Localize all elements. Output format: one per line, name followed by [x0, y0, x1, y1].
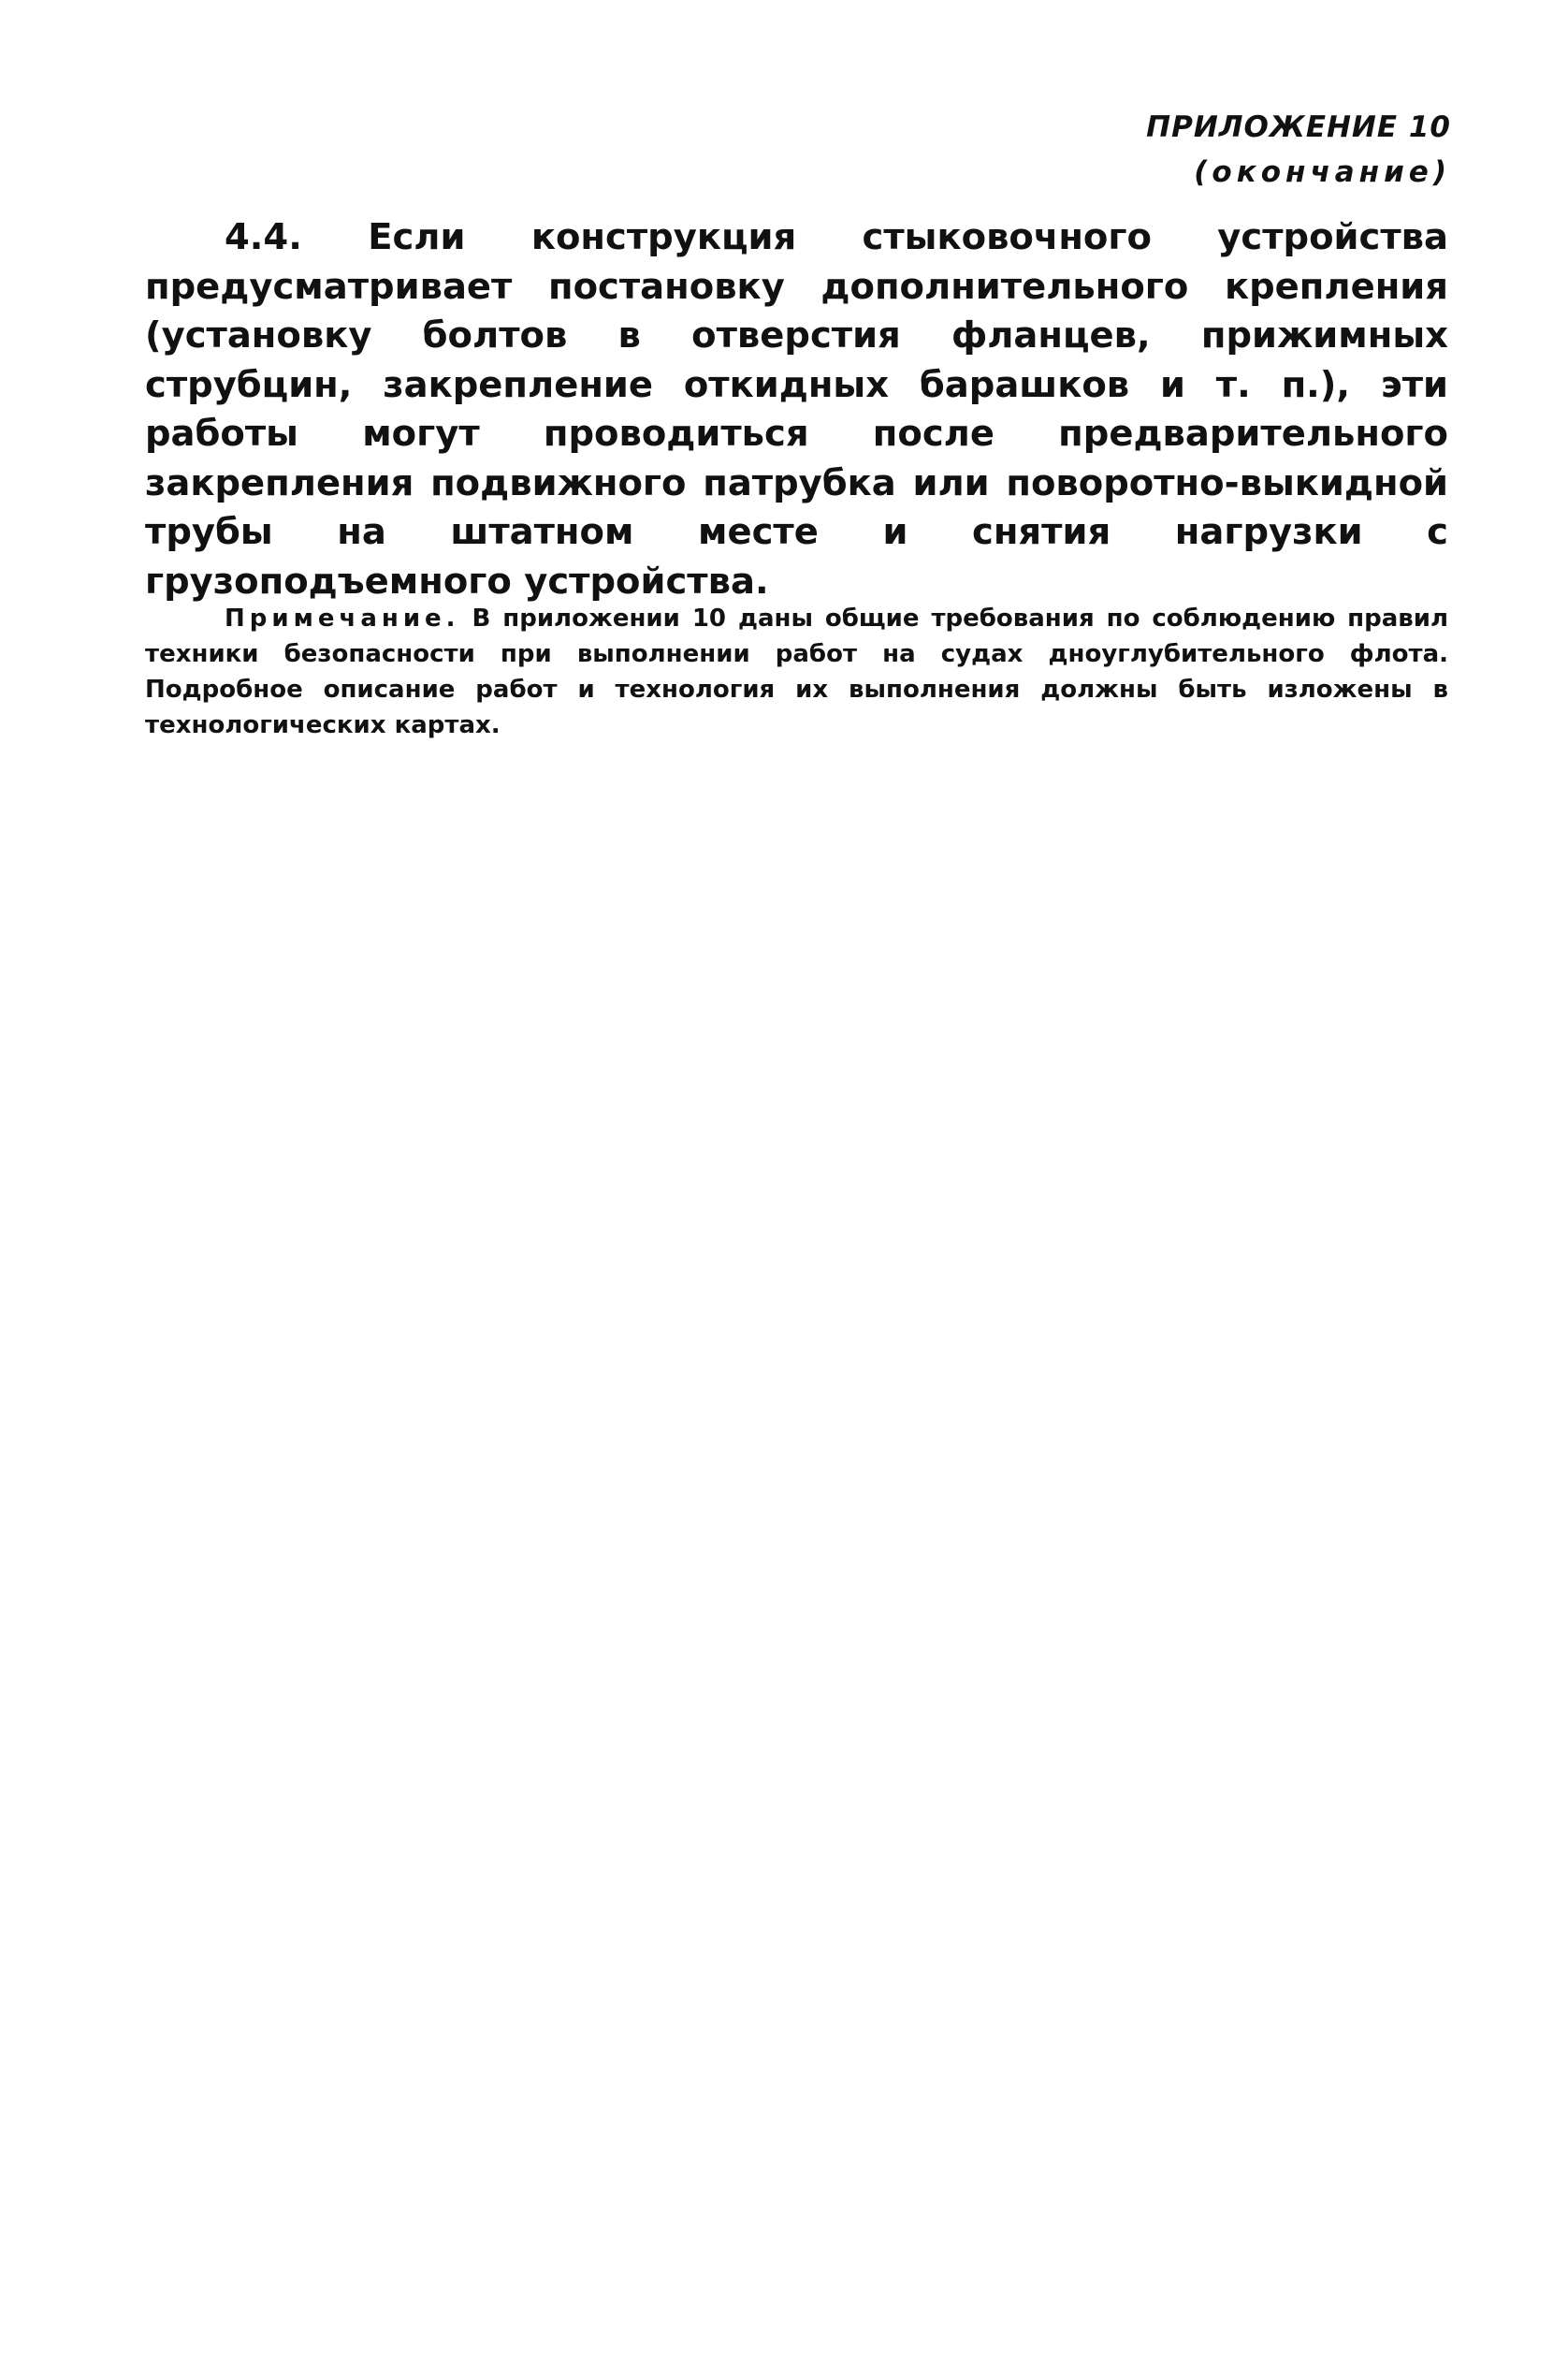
section-4-4-paragraph: 4.4. Если конструкция стыковочного устройства предусматривает постановку дополнительного крепления (установку болтов в отверстия фланцев, прижимных струбцин, закрепление откидных барашков и т. п.), эти работы могут проводиться после предварительного закрепления подвижного патрубка или поворотно-выкидной трубы на штатном месте и снятия нагрузки с грузоподъемного устройства. [145, 216, 1448, 603]
note-text: В приложении 10 даны общие требования по соблюдению правил техники безопасности при выполнении работ на судах дноуглубительного флота. Подробное описание работ и технология их выполнения должны быть изложены в технологических картах. [145, 605, 1448, 739]
appendix-title: ПРИЛОЖЕНИЕ 10 [1146, 110, 1451, 144]
note-paragraph [145, 601, 1448, 743]
appendix-subtitle: (окончание) [1194, 155, 1451, 189]
note-label: Примечание. [225, 605, 460, 633]
appendix-header [1146, 105, 1451, 195]
